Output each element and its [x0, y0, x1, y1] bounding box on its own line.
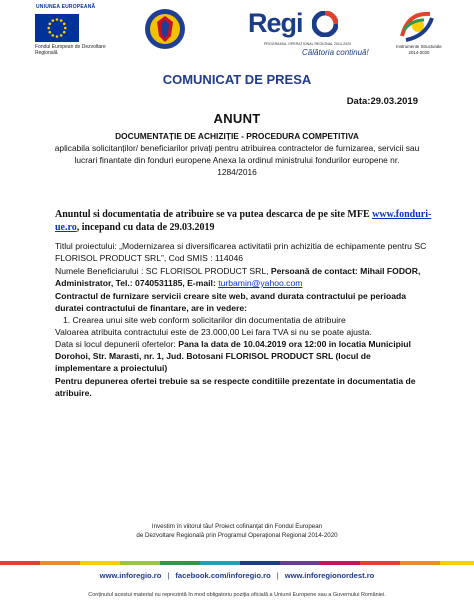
regio-tagline: Călătoria continuă!: [302, 48, 369, 57]
crest-icon: [143, 6, 187, 60]
structural-instruments-text: Instrumente Structurale 2014-2020: [396, 44, 442, 55]
project-title: Titlul proiectului: „Modernizarea si diversificarea activitatii prin achizitia de echipamente pentru SC FLORISOL PRODUCT SRL”, Cod SMIS : 114046: [55, 241, 427, 263]
eu-flag-logo: [35, 14, 79, 42]
announcement-heading: ANUNT: [213, 111, 261, 126]
submission-label: Data si locul depunerii ofertelor:: [55, 339, 179, 349]
inforegionordest-link[interactable]: www.inforegionordest.ro: [284, 571, 375, 580]
contract-scope: Contractul de furnizare servicii creare site web, avand durata contractului pe perioada duratei contractului de finantare, are in vedere:: [55, 291, 407, 313]
color-stripe: [0, 561, 474, 565]
structural-instruments-logo: [398, 6, 438, 44]
regio-o-icon: [312, 11, 338, 37]
document-date: Data:29.03.2019: [346, 96, 418, 107]
download-text: Anuntul si documentatia de atribuire se va putea descarca de pe site MFE: [55, 209, 373, 220]
procedure-subtitle: DOCUMENTAȚIE DE ACHIZIȚIE - PROCEDURA COMPETITIVA: [115, 131, 359, 141]
eu-fund-text: Fondul European de Dezvoltare Regională: [35, 44, 106, 56]
regio-logo: [246, 8, 372, 60]
beneficiary-paragraph: [55, 265, 427, 289]
intro-paragraph: aplicabila solicitanților/ beneficiarilor privaţi pentru atribuirea contractelor de furnizarea, servicii sau lucrari finantate din fonduri europene Anexa la ordinul ministrului fondurilor europene nr. 1284/2016: [54, 143, 420, 177]
cofinancing-line-1: Investim în viitorul tău! Proiect cofinanţat din Fondul European: [151, 523, 323, 530]
regio-wordmark: Regi: [248, 8, 303, 38]
mfe-link[interactable]: www.fonduri-ue.ro: [55, 209, 432, 233]
eu-stars-icon: [35, 14, 79, 42]
facebook-link[interactable]: facebook.com/inforegio.ro: [175, 571, 271, 580]
press-release-title: COMUNICAT DE PRESA: [162, 72, 312, 87]
beneficiary-name: Numele Beneficiarului : SC FLORISOL PRODUCT SRL,: [55, 266, 271, 276]
download-date: , incepand cu data de 29.03.2019: [76, 222, 215, 233]
submission-deadline: Pana la data de 10.04.2019 ora 12:00 in locatia Municipiul Dorohoi, Str. Marasti, nr. 1, Jud. Botosani FLORISOL PRODUCT SRL (locul de implementare a proiectului): [55, 339, 411, 373]
link-separator: |: [167, 571, 170, 580]
eu-label: UNIUNEA EUROPEANĂ: [36, 4, 96, 10]
contact-person: Persoană de contact: Mihail FODOR, Administrator, Tel.: 0740531185, E-mail:: [55, 266, 421, 288]
is-swirl-icon: [398, 6, 438, 44]
submission-details: [55, 338, 427, 374]
scope-list-item: 1. Crearea unui site web conform solicitarilor din documentatia de atribuire: [63, 315, 346, 325]
government-crest-logo: [143, 6, 187, 60]
contact-email-link[interactable]: turbamin@yahoo.com: [218, 278, 303, 288]
inforegio-link[interactable]: www.inforegio.ro: [99, 571, 162, 580]
disclaimer: Conținutul acestui material nu reprezintă în mod obligatoriu poziția oficială a Uniunii Europene sau a Guvernului României.: [88, 592, 386, 598]
cofinancing-note: [0, 522, 474, 540]
link-separator: |: [276, 571, 279, 580]
footer-links: [0, 571, 474, 580]
regio-program: PROGRAMUL OPERAȚIONAL REGIONAL 2014-2020: [264, 42, 352, 46]
contract-value: Valoarea atribuita contractului este de 23.000,00 Lei fara TVA si nu se poate ajusta.: [55, 327, 372, 337]
download-paragraph: [55, 208, 435, 234]
submission-conditions: Pentru depunerea ofertei trebuie sa se respecte conditiile prezentate in documentatia de atribuire.: [55, 376, 416, 398]
cofinancing-line-2: de Dezvoltare Regională prin Programul Operaţional Regional 2014-2020: [136, 532, 338, 539]
